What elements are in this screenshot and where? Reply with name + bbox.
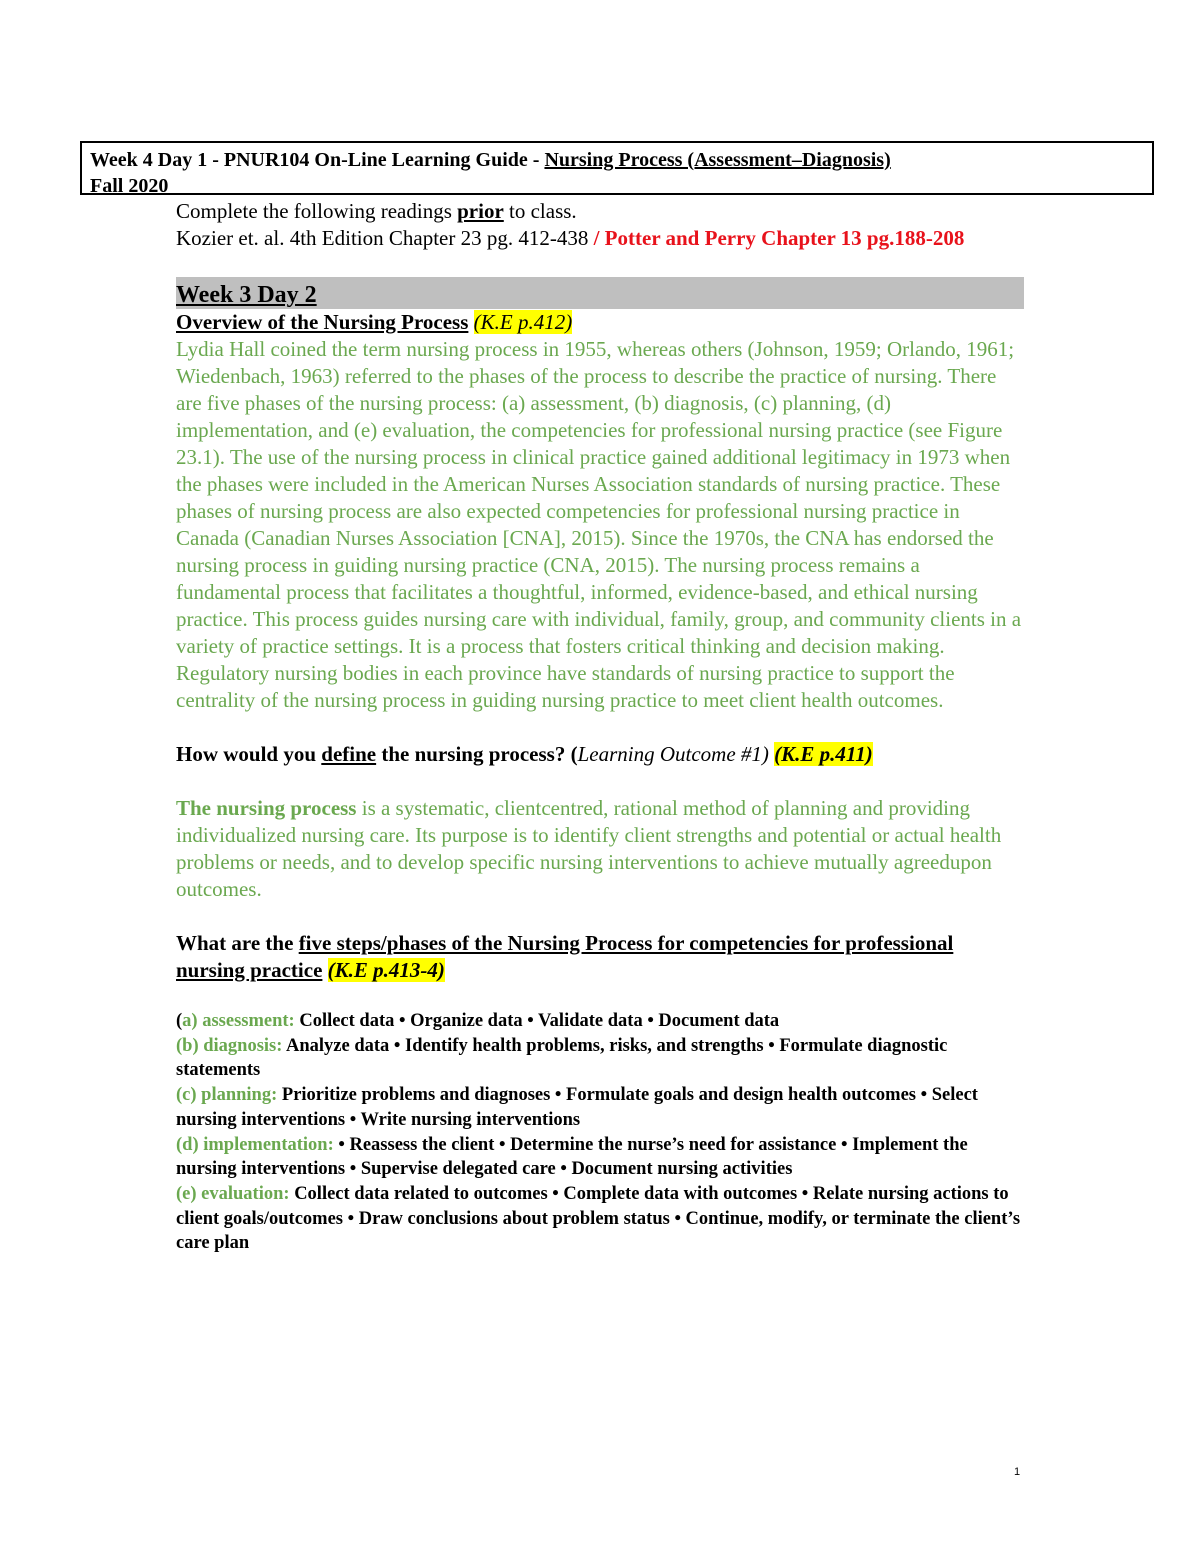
question-define: How would you define the nursing process? (Learning Outcome #1) (K.E p.411)	[176, 742, 873, 766]
overview-ref: (K.E p.412)	[473, 310, 573, 334]
phase-evaluation: (e) evaluation: Collect data related to outcomes • Complete data with outcomes • Relate nursing actions to client goals/outcomes • Draw conclusions about problem status • Continue, modify, or terminate the client’s care plan	[176, 1183, 1021, 1254]
document-header	[80, 141, 1154, 195]
question-phases-ref: (K.E p.413-4)	[327, 958, 445, 982]
definition-paragraph: The nursing process is a systematic, clientcentred, rational method of planning and providing individualized nursing care. Its purpose is to identify client strengths and potential or actual health problems or needs, and to develop specific nursing interventions to achieve mutually agreedupon outcomes.	[176, 796, 1002, 901]
header-line-2: Fall 2020	[90, 175, 169, 197]
overview-heading: Overview of the Nursing Process (K.E p.412)	[176, 310, 573, 334]
document-body	[176, 198, 1026, 1256]
readings-line-2: Kozier et. al. 4th Edition Chapter 23 pg. 412-438 / Potter and Perry Chapter 13 pg.188-208	[176, 226, 965, 250]
page-number: 1	[1014, 1466, 1021, 1478]
question-phases: What are the five steps/phases of the Nursing Process for competencies for professional nursing practice (K.E p.413-4)	[176, 931, 954, 982]
overview-body: Lydia Hall coined the term nursing process in 1955, whereas others (Johnson, 1959; Orlando, 1961; Wiedenbach, 1963) referred to the phases of the process to describe the practice of nursing. There are five phases of the nursing process: (a) assessment, (b) diagnosis, (c) planning, (d) implementation, and (e) evaluation, the competencies for professional nursing practice (see Figure 23.1). The use of the nursing process in clinical practice gained additional legitimacy in 1973 when the phases were included in the American Nurses Association standards of nursing practice. These phases of nursing process are also expected competencies for professional nursing practice in Canada (Canadian Nurses Association [CNA], 2015). Since the 1970s, the CNA has endorsed the nursing process in guiding nursing practice (CNA, 2015). The nursing process remains a fundamental process that facilitates a thoughtful, informed, evidence-based, and ethical nursing practice. This process guides nursing care with individual, family, group, and community clients in a variety of practice settings. It is a process that fosters critical thinking and decision making. Regulatory nursing bodies in each province have standards of nursing practice to support the centrality of the nursing process in guiding nursing practice to meet client health outcomes.	[176, 337, 1022, 712]
question-define-ref: (K.E p.411)	[774, 742, 873, 766]
header-line-1: Week 4 Day 1 - PNUR104 On-Line Learning Guide - Nursing Process (Assessment–Diagnosis)	[90, 149, 891, 171]
phase-assessment: (a) assessment: Collect data • Organize data • Validate data • Document data	[176, 1011, 780, 1031]
readings-line-1: Complete the following readings prior to class.	[176, 199, 577, 223]
phase-diagnosis: (b) diagnosis: Analyze data • Identify health problems, risks, and strengths • Formulate diagnostic statements	[176, 1035, 948, 1081]
phase-planning: (c) planning: Prioritize problems and diagnoses • Formulate goals and design health outcomes • Select nursing interventions • Write nursing interventions	[176, 1085, 978, 1130]
phase-implementation: (d) implementation: • Reassess the client • Determine the nurse’s need for assistance • Implement the nursing interventions • Supervise delegated care • Document nursing activities	[176, 1134, 968, 1180]
week-heading: Week 3 Day 2	[176, 277, 1024, 309]
header-topic: Nursing Process (Assessment–Diagnosis)	[544, 149, 891, 171]
phases-list	[176, 1009, 1026, 1256]
